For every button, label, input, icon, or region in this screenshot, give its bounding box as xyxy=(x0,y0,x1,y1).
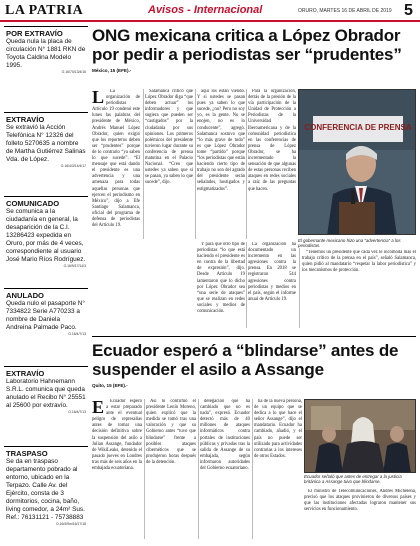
classified-ad xyxy=(4,196,88,288)
press-conference-photo xyxy=(299,90,416,235)
ad-ref: O.16/4/3/14/4/17 xyxy=(60,164,86,168)
section-title: Avisos - Internacional xyxy=(148,4,263,16)
ad-title: EXTRAVÍO xyxy=(6,115,45,124)
article-column xyxy=(254,399,302,543)
classified-ad xyxy=(4,26,88,112)
ad-ref: O.16/70/13/4/16 xyxy=(61,70,86,74)
assange-arrest-photo xyxy=(305,400,416,473)
article-column xyxy=(197,242,245,330)
ad-title: EXTRAVÍO xyxy=(6,369,45,378)
ad-text: Se comunica a la ciudadanía en general, la desaparición de la C.I. 13286423 expedida en Oruro, por más de 4 veces, correspondiente al usuario José Mario Ríos Rodríguez. xyxy=(6,208,86,263)
classified-ad xyxy=(4,366,88,446)
article-column xyxy=(302,250,416,330)
article-paragraph: Para la organización, detrás de la presión de la vía participación de la Unidad de Protección a Periodistas de la Universidad Iberoamericana y de la comunidad periodística en las conferencias de prensa de López Obrador, se ha incrementado la sensación de que algunas de estas personas reciben ataques en redes sociales a raíz de las preguntas que hacen. xyxy=(248,89,296,192)
article-column xyxy=(200,399,250,543)
column-divider xyxy=(246,89,247,239)
article-paragraph: aquí los están viendo. Y si ustedes se pasan pues ya saben lo que sucede, ¿no? Pero no soy yo, es la gente. No se enojen, no es lo conducente”, agregó. Salamanca sostuvo que “lo más grave de todo” es que López Obrador tome “partido” porque “los periodistas que están haciendo cierto tipo de trabajo no son del agrado del presidente serán señalados, hostigados y estigmatizados”. xyxy=(197,89,245,192)
column-divider xyxy=(143,89,144,239)
page-number: 5 xyxy=(404,2,413,19)
article-column xyxy=(304,489,416,541)
article-column xyxy=(248,242,296,330)
ad-ref: O.16/4/9m/16/17/18 xyxy=(56,522,86,526)
article-photo xyxy=(304,399,416,473)
ad-ref: O.16/9/17/14/3 xyxy=(63,264,86,268)
article-column xyxy=(197,89,245,239)
column-divider xyxy=(246,242,247,328)
ad-title: COMUNICADO xyxy=(6,199,60,208)
article-column xyxy=(92,399,142,543)
ad-title: POR EXTRAVÍO xyxy=(6,29,63,38)
classified-ad xyxy=(4,288,88,366)
newspaper-logo: LA PATRIA xyxy=(5,3,84,18)
article-assange xyxy=(92,336,416,542)
article-paragraph: “Tenemos un presidente que cada vez le incomoda más el trabajo crítico de la prensa en el país”, señaló Salamanca, quien pidió al mandatario “respetar la labor periodística” y los mecanismos de protección. xyxy=(302,250,416,274)
article-column xyxy=(92,242,192,330)
ad-text: Se extravió la Acción Telefónica N° 12326 del folleto 5270635 a nombre de Martha Gutiérrez Salinas Vda. de López. xyxy=(6,124,86,163)
article-byline: México, 15 (EFE).- xyxy=(92,68,132,73)
article-paragraph: ha de la nueva persona, de un equipo que se dedica a lo que hace el señor Assange”, dijo el mandatario. Ecuador ha cambiado, añadió, y el país no puede ser utilizado para actividades contrarias a los intereses de otros Estados. xyxy=(254,399,302,459)
drop-cap: E xyxy=(92,399,105,417)
classifieds-column xyxy=(4,26,88,542)
podium-sign-text: CONFERENCIA DE PRENSA xyxy=(304,123,412,132)
article-headline: Ecuador esperó a “blindarse” antes de suspender el asilo a Assange xyxy=(92,341,399,379)
article-photo xyxy=(298,89,416,235)
ad-title: TRASPASO xyxy=(6,449,48,458)
drop-cap: L xyxy=(92,89,105,107)
article-column xyxy=(248,89,296,239)
article-paragraph: El ministro de Telecomunicaciones, Andrés Michelena, precisó que los ataques provinieron de diversos países y que las instituciones afectadas lograron mantener sus servicios en funcionamiento. xyxy=(304,489,416,513)
column-divider xyxy=(195,89,196,239)
ad-ref: O.16/4/7/13 xyxy=(68,410,86,414)
classified-ad xyxy=(4,112,88,196)
ad-text: Queda nulo el pasaporte N° 7334822 Serie A770233 a nombre de Daniela Andreina Palmade Paco. xyxy=(6,300,85,331)
article-paragraph: Ecuador esperó a estar preparado ante el eventual peligro de represalias antes de tomar una decisión definitiva sobre la suspensión del asilo a Julian Assange, fundador de WikiLeaks, detenido el pasado jueves en Londres tras más de seis años en la embajada ecuatoriana. xyxy=(92,399,142,472)
article-column xyxy=(145,89,193,239)
ad-text: Se da en traspaso departamento pobrado al entorno, ubicado en la Terpazo. Calle Av. del Ejército, consta de 3 dormitorios, cocina, baño, living comedor, a 24m² Sus. Ref.: 76131121 - 75738883 xyxy=(6,458,85,521)
article-lopez-obrador xyxy=(92,26,416,332)
article-paragraph: Salamanca criticó que López Obrador diga “que deben actuar” los informadores y que sugiera que pueden ser “castigados” por la ciudadanía por sus opiniones. Los primeros polémicos del presidente tuvieron lugar durante su conferencia de prensa matutina en el Palacio Nacional. “Creo que ustedes ya saben que si se pasan, ya saben lo que sucede”, dijo. xyxy=(145,89,193,186)
article-paragraph: La organización de periodistas Artículo 19 condenó este lunes las palabras del presidente de México, Andrés Manuel López Obrador, quien exigió que los reporteros deben ser “prudentes” porque de lo contrario “ya saben lo que sucede”. “El mensaje que está dando el presidente es una advertencia y una amenaza para todas aquellas personas que ejercen el periodismo en México”, dijo a Efe Santiago Salamanca, oficial del programa de defensa de periodistas del Artículo 19. xyxy=(92,89,140,229)
article-paragraph: La organización ha documentado un incremento en las agresiones contra la prensa. En 2018 se registraron 544 agresiones contra periodistas y medios en el país, según el informe anual de Artículo 19. xyxy=(248,242,296,302)
ad-title: ANULADO xyxy=(6,291,44,300)
column-divider xyxy=(198,399,199,539)
column-divider xyxy=(299,248,300,328)
photo-caption: El gobernante mexicano hizo una “advertencia” a los periodistas. xyxy=(298,238,401,249)
article-column xyxy=(146,399,196,543)
article-byline: Quito, 15 (EFE).- xyxy=(92,383,128,388)
article-paragraph: Así lo confirmó el presidente Lenín Moreno, quien explicó que la medida se tomó tras una valoración y que su Gobierno antes “tuvo que blindarse” frente a posibles ataques cibernéticos que se produjeron horas después de la detención. xyxy=(146,399,196,465)
ad-text: Laboratorio Hahnemann S.R.L. comunica que queda anulado el Recibo N° 25551 al 25600 por extravío. xyxy=(6,378,86,409)
article-paragraph: Y para que otro tipo de periodistas “lo que está haciendo el presidente es en contra de la libertad de expresión”, dijo. Desde Artículo 19 lamentaron que lo dicho por López Obrador sea “una serie de ataques” que se realizan en redes sociales y medios de comunicación. xyxy=(197,242,245,315)
ad-text: Queda nula la placa de circulación N° 1881 RKN de Toyota Caldina Modelo 1995. xyxy=(6,38,86,69)
article-headline: ONG mexicana critica a López Obrador por pedir a periodistas ser “prudentes” xyxy=(92,26,402,64)
ad-ref: O.16/4/7/13 xyxy=(68,332,86,336)
photo-caption: Ecuador señaló que antes de entregar a la justicia británica a Assange tuvo que blindarse. xyxy=(304,474,402,485)
column-divider xyxy=(252,399,253,539)
dateline: ORURO, MARTES 16 DE ABRIL DE 2019 xyxy=(298,8,392,14)
page-header xyxy=(0,0,420,22)
article-paragraph: delegación que ha cambiado que no es nada”, expresó. Ecuador detectó más de 40 millones de ataques informáticos contra portales de instituciones públicas y privadas tras la salida de Assange de su embajada, según informaron autoridades del Gobierno ecuatoriano. xyxy=(200,399,250,472)
column-divider xyxy=(144,399,145,539)
classified-ad xyxy=(4,446,88,542)
